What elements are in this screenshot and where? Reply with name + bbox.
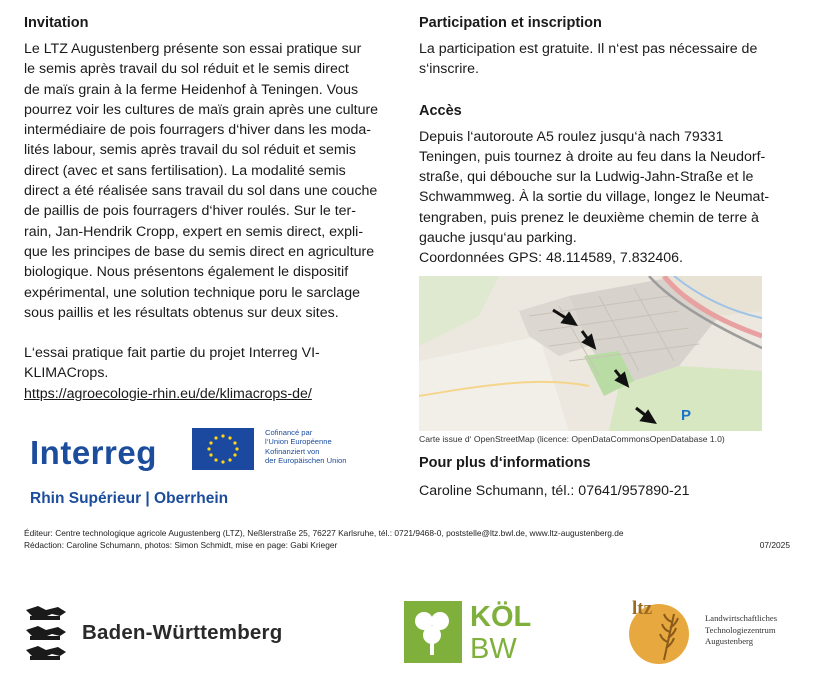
- publication-date: 07/2025: [759, 540, 790, 550]
- map-caption: Carte issue d‘ OpenStreetMap (licence: OpenDataCommonsOpenDatabase 1.0): [419, 434, 725, 444]
- text-line: L‘essai pratique fait partie du projet Interreg VI-: [24, 345, 320, 362]
- text-line: direct a été réalisée sans travail du sol dans une couche: [24, 183, 378, 200]
- text-line: Augustenberg: [705, 636, 754, 646]
- text-line: der Europäischen Union: [265, 456, 347, 466]
- text-line: de paillis de pois fourragers d‘hiver roulés. Sur le ter-: [24, 203, 356, 220]
- eu-cofunding-text: [265, 428, 395, 466]
- text-line: La participation est gratuite. Il n‘est pas nécessaire de: [419, 41, 758, 57]
- text-line: Cofinancé par: [265, 428, 313, 437]
- text-line: tengraben, puis prenez le deuxième chemin de terre à: [419, 209, 759, 226]
- left-column: [24, 14, 402, 404]
- lions-icon: [24, 604, 68, 666]
- text-line: Depuis l‘autoroute A5 roulez jusqu‘à nach 79331: [419, 128, 724, 145]
- interreg-region: Rhin Supérieur | Oberrhein: [30, 490, 229, 507]
- text-line: lités labour, semis après travail du sol réduit et semis: [24, 142, 356, 159]
- text-line: straße, qui débouche sur la Ludwig-Jahn-Straße et le: [419, 169, 754, 186]
- ltz-mark: ltz: [632, 598, 653, 619]
- bw-abbrev: BW: [470, 633, 517, 665]
- participation-heading: Participation et inscription: [419, 15, 602, 31]
- text-line: Le LTZ Augustenberg présente son essai pratique sur: [24, 41, 362, 57]
- contact-line: Caroline Schumann, tél.: 07641/957890-21: [419, 483, 690, 499]
- text-line: gauche jusqu‘au parking.: [419, 230, 577, 247]
- info-heading: Pour plus d‘informations: [419, 455, 591, 471]
- text-line: Landwirtschaftliches: [705, 613, 778, 623]
- ltz-emblem-icon: [626, 594, 696, 666]
- text-line: que les principes de base du semis direct en agriculture: [24, 243, 375, 260]
- text-line: l‘Union Européenne: [265, 437, 332, 447]
- ltz-name: [705, 613, 777, 648]
- right-column: [419, 14, 797, 269]
- acces-heading: Accès: [419, 102, 462, 119]
- parking-marker: P: [681, 407, 692, 424]
- invitation-body: [24, 39, 402, 323]
- text-line: KLIMACrops.: [24, 365, 109, 382]
- kol-bw-logo: [404, 601, 532, 667]
- acces-body: [419, 127, 797, 269]
- editor-line: Éditeur: Centre technologique agricole Augustenberg (LTZ), Neßlerstraße 25, 76227 Karlsruhe, tél.: 0721/9468-0, poststelle@ltz.bwl.de, www.ltz-augustenberg.de: [24, 528, 624, 538]
- eu-flag-icon: [192, 428, 254, 470]
- text-line: biologique. Nous présentons également le dispositif: [24, 264, 349, 281]
- text-line: Schwammweg. À la sortie du village, longez le Neumat-: [419, 189, 770, 206]
- text-line: intermédiaire de pois fourragers d‘hiver dans les moda-: [24, 122, 371, 139]
- clover-icon: [404, 601, 462, 663]
- text-line: expérimental, une solution technique poru le sarclage: [24, 284, 360, 301]
- gps-coordinates: Coordonnées GPS: 48.114589, 7.832406.: [419, 250, 683, 267]
- text-line: rain, Jan-Hendrik Cropp, expert en semis direct, expli-: [24, 223, 364, 240]
- text-line: Kofinanziert von: [265, 446, 320, 456]
- interreg-wordmark: Interreg: [30, 434, 157, 471]
- text-line: de maïs grain à la ferme Heidenhof à Teningen. Vous: [24, 81, 359, 98]
- route-map[interactable]: [419, 276, 762, 431]
- invitation-heading: Invitation: [24, 15, 89, 31]
- redaction-line: Rédaction: Caroline Schumann, photos: Simon Schmidt, mise en page: Gabi Krieger: [24, 540, 338, 550]
- text-line: pourrez voir les cultures de maïs grain après une culture: [24, 101, 379, 118]
- project-paragraph: [24, 343, 402, 404]
- ltz-logo: [626, 594, 796, 666]
- text-line: le semis après travail du sol réduit et le semis direct: [24, 61, 349, 78]
- baden-wuerttemberg-logo: [24, 604, 314, 666]
- participation-body: [419, 39, 797, 80]
- kol-wordmark: KÖL: [470, 601, 532, 633]
- text-line: Teningen, puis tournez à droite au feu dans la Neudorf-: [419, 148, 766, 165]
- interreg-logo: [24, 424, 404, 512]
- text-line: Technologiezentrum: [705, 624, 776, 635]
- text-line: sous paillis et les résultats obtenus sur deux sites.: [24, 304, 339, 321]
- bw-wordmark: Baden-Württemberg: [82, 621, 283, 644]
- text-line: s‘inscrire.: [419, 61, 479, 78]
- klimacrops-link[interactable]: https://agroecologie-rhin.eu/de/klimacrops-de/: [24, 385, 312, 402]
- text-line: direct (avec et sans fertilisation). La modalité semis: [24, 162, 346, 179]
